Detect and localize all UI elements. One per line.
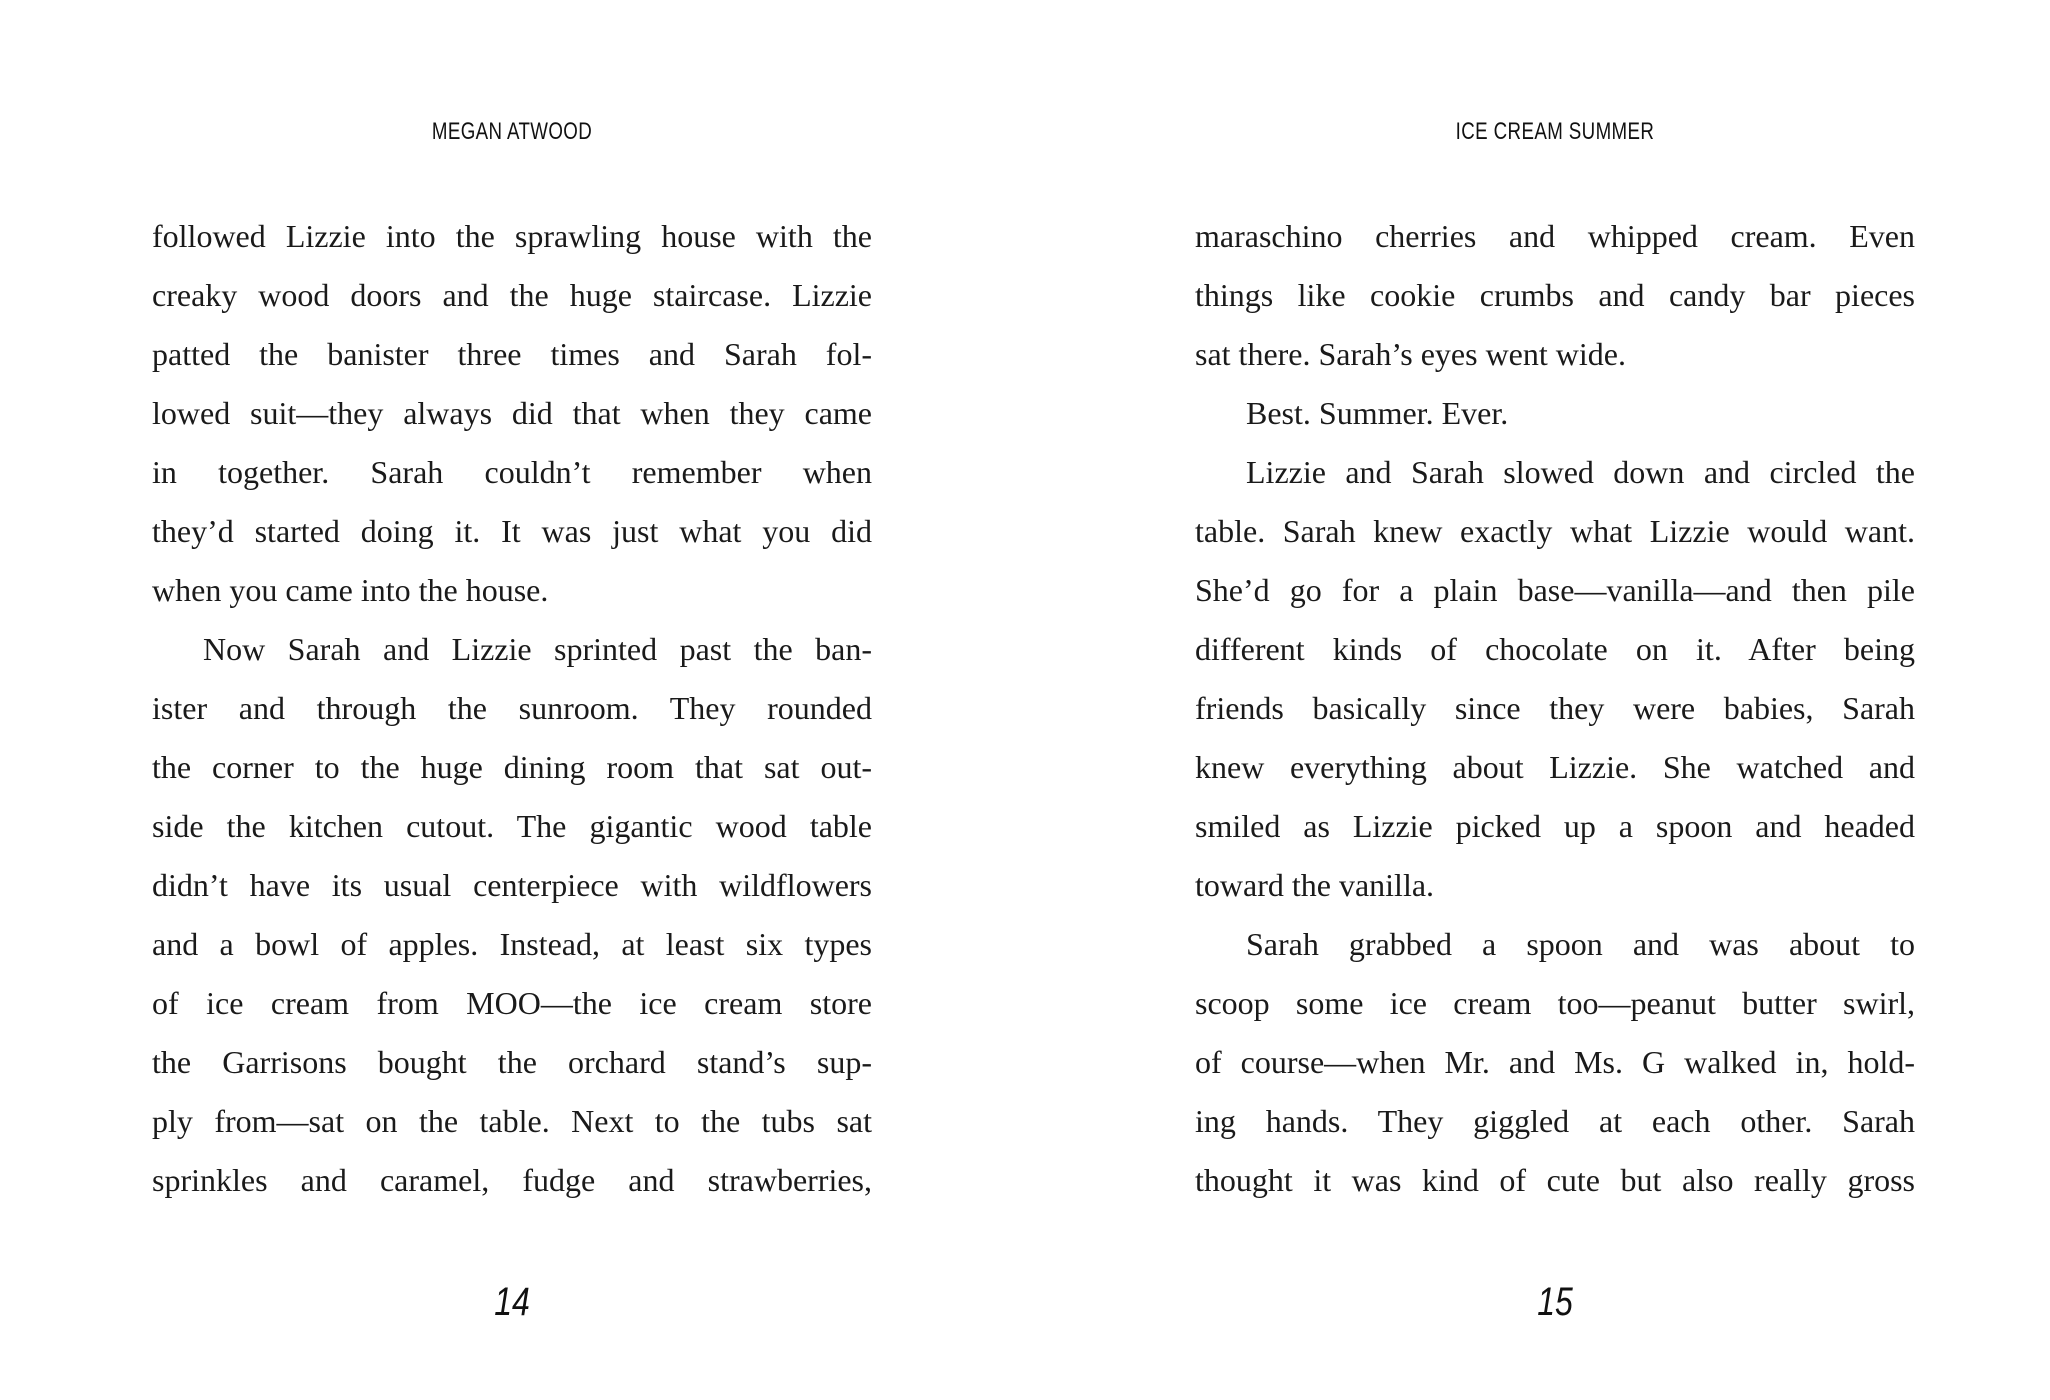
text-line: knew everything about Lizzie. She watched and — [1195, 749, 1915, 785]
text-line: sprinkles and caramel, fudge and strawberries, — [152, 1162, 872, 1198]
text-line: and a bowl of apples. Instead, at least six types — [152, 926, 872, 962]
text-line: scoop some ice cream too—peanut butter swirl, — [1195, 985, 1915, 1021]
text-line: lowed suit—they always did that when they came — [152, 395, 872, 431]
page-number-right: 15 — [1537, 1280, 1573, 1324]
text-line: ply from—sat on the table. Next to the tubs sat — [152, 1103, 872, 1139]
right-page — [1195, 0, 1915, 1400]
text-line: in together. Sarah couldn’t remember when — [152, 454, 872, 490]
left-page — [152, 0, 872, 1400]
text-line: creaky wood doors and the huge staircase. Lizzie — [152, 277, 872, 313]
text-line: maraschino cherries and whipped cream. Even — [1195, 218, 1915, 254]
text-line: things like cookie crumbs and candy bar pieces — [1195, 277, 1915, 313]
text-line: Best. Summer. Ever. — [1246, 395, 1509, 431]
text-line: Lizzie and Sarah slowed down and circled the — [1246, 454, 1915, 490]
left-page-body — [152, 207, 872, 1210]
text-line: sat there. Sarah’s eyes went wide. — [1195, 336, 1626, 372]
page-number-left: 14 — [494, 1280, 530, 1324]
text-line: didn’t have its usual centerpiece with wildflowers — [152, 867, 872, 903]
text-line: thought it was kind of cute but also really gross — [1195, 1162, 1915, 1198]
text-line: the corner to the huge dining room that sat out- — [152, 749, 872, 785]
text-line: the Garrisons bought the orchard stand’s sup- — [152, 1044, 872, 1080]
text-line: of ice cream from MOO—the ice cream store — [152, 985, 872, 1021]
text-line: Now Sarah and Lizzie sprinted past the ban- — [203, 631, 872, 667]
text-line: Sarah grabbed a spoon and was about to — [1246, 926, 1915, 962]
text-line: table. Sarah knew exactly what Lizzie would want. — [1195, 513, 1915, 549]
running-head-title: ICE CREAM SUMMER — [1455, 118, 1655, 145]
text-line: followed Lizzie into the sprawling house with the — [152, 218, 872, 254]
text-line: friends basically since they were babies, Sarah — [1195, 690, 1915, 726]
text-line: ister and through the sunroom. They rounded — [152, 690, 872, 726]
right-page-body — [1195, 207, 1915, 1210]
text-line: when you came into the house. — [152, 572, 549, 608]
text-line: they’d started doing it. It was just what you did — [152, 513, 872, 549]
text-line: of course—when Mr. and Ms. G walked in, hold- — [1195, 1044, 1915, 1080]
text-line: toward the vanilla. — [1195, 867, 1435, 903]
text-line: different kinds of chocolate on it. After being — [1195, 631, 1915, 667]
text-line: ing hands. They giggled at each other. Sarah — [1195, 1103, 1915, 1139]
text-line: patted the banister three times and Sarah fol- — [152, 336, 872, 372]
text-line: side the kitchen cutout. The gigantic wood table — [152, 808, 872, 844]
text-line: She’d go for a plain base—vanilla—and then pile — [1195, 572, 1915, 608]
text-line: smiled as Lizzie picked up a spoon and headed — [1195, 808, 1915, 844]
running-head-author: MEGAN ATWOOD — [431, 118, 593, 145]
